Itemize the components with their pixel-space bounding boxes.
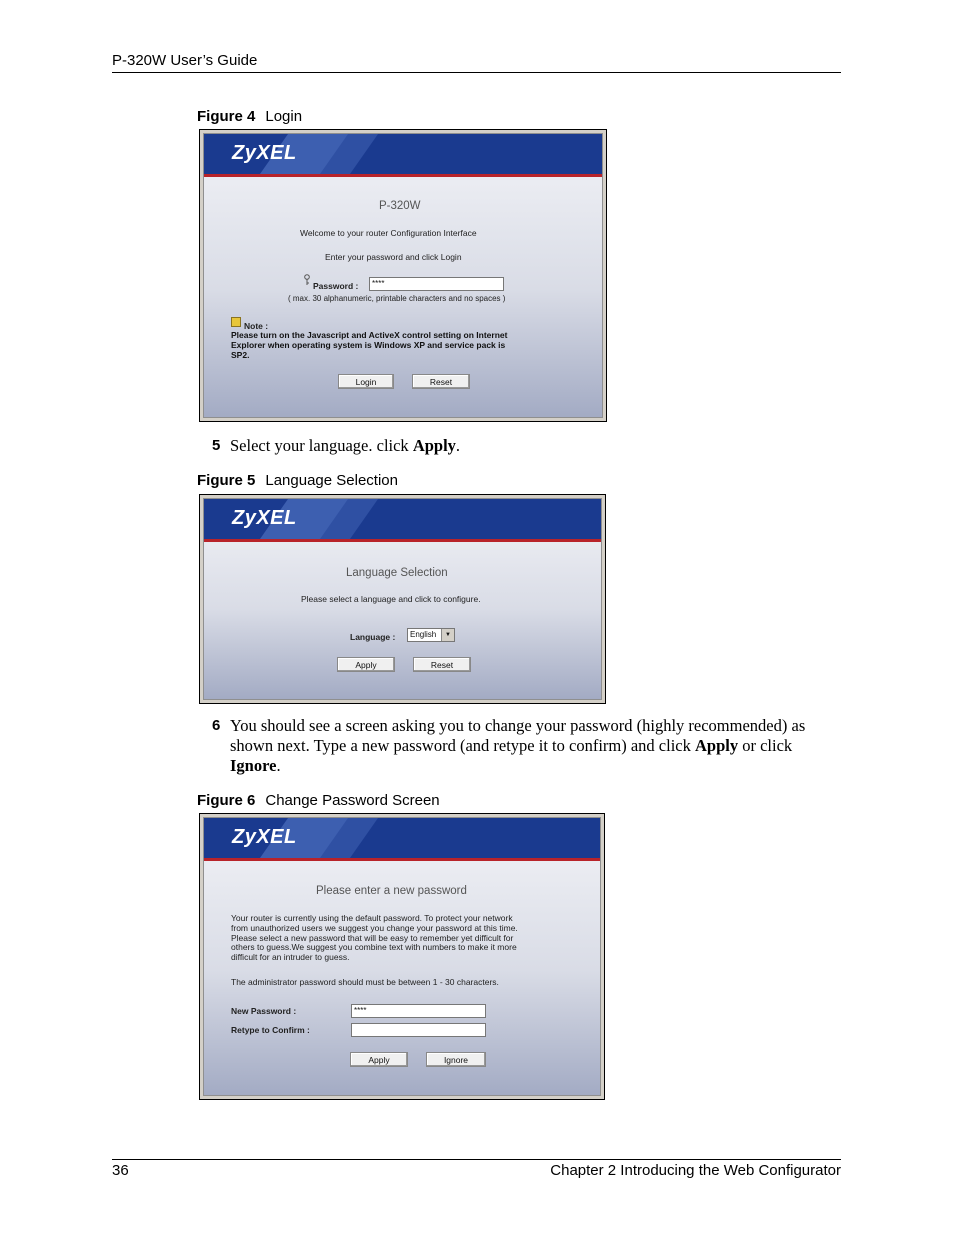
zyxel-logo: ZyXEL [232, 507, 297, 529]
zyxel-banner [204, 818, 600, 861]
step-text-end: . [276, 756, 281, 775]
password-label: Password : [313, 281, 359, 291]
new-password-input[interactable]: **** [351, 1004, 486, 1018]
model-name: P-320W [379, 200, 421, 212]
login-instruction: Enter your password and click Login [325, 252, 462, 262]
language-label: Language : [350, 632, 396, 642]
ignore-button[interactable]: Ignore [426, 1052, 486, 1067]
default-password-warning: Your router is currently using the default password. To protect your network from unauthorized users we suggest you change your password at this time. Please select a new password that will be easy to remember yet difficult for others to guess.We suggest you combine text with numbers to make it more difficult for an intruder to guess. [231, 913, 518, 963]
language-panel [203, 498, 602, 700]
password-hint: ( max. 30 alphanumeric, printable characters and no spaces ) [288, 294, 506, 303]
welcome-text: Welcome to your router Configuration Interface [300, 228, 477, 238]
step-5 [212, 436, 832, 456]
zyxel-banner [204, 499, 601, 542]
figure-label: Figure 4 [197, 108, 256, 125]
header-rule [112, 72, 841, 73]
running-header: P-320W User’s Guide [112, 52, 258, 69]
figure-label: Figure 6 [197, 792, 256, 809]
zyxel-banner [204, 134, 602, 177]
reset-button[interactable]: Reset [412, 374, 470, 389]
apply-button[interactable]: Apply [350, 1052, 408, 1067]
change-password-panel [203, 817, 601, 1096]
language-selected: English [410, 630, 437, 639]
step-number: 6 [212, 717, 221, 734]
login-button[interactable]: Login [338, 374, 394, 389]
note-title: Note : [244, 321, 269, 331]
zyxel-logo: ZyXEL [232, 142, 297, 164]
step-text: You should see a screen asking you to change your password (highly recommended) as shown next. Type a new password (and retype it to confirm) and click [230, 716, 806, 755]
password-length-rule: The administrator password should must be between 1 - 30 characters. [231, 977, 499, 987]
change-password-title: Please enter a new password [316, 885, 467, 897]
password-input[interactable]: **** [369, 277, 504, 291]
chevron-down-icon[interactable]: ▼ [441, 629, 454, 641]
language-instruction: Please select a language and click to configure. [301, 594, 481, 604]
figure-caption-text: Language Selection [265, 472, 398, 489]
footer-rule [112, 1159, 841, 1160]
note-text: Please turn on the Javascript and ActiveX control setting on Internet Explorer when operating system is Windows XP and service pack is SP2. [231, 330, 508, 360]
figure-5-caption [197, 472, 398, 489]
new-password-label: New Password : [231, 1006, 297, 1016]
reset-button[interactable]: Reset [413, 657, 471, 672]
figure-4-caption [197, 108, 302, 125]
step-text-mid: or click [738, 736, 793, 755]
apply-button[interactable]: Apply [337, 657, 395, 672]
login-panel [203, 133, 603, 418]
step-number: 5 [212, 437, 221, 454]
figure-caption-text: Login [265, 108, 303, 125]
login-screenshot [199, 129, 607, 422]
step-bold: Apply [412, 436, 456, 455]
language-select[interactable] [407, 628, 455, 642]
figure-caption-text: Change Password Screen [265, 792, 440, 809]
confirm-password-input[interactable] [351, 1023, 486, 1037]
confirm-password-label: Retype to Confirm : [231, 1025, 310, 1035]
step-bold-apply: Apply [695, 736, 739, 755]
step-text-end: . [455, 436, 461, 455]
step-bold-ignore: Ignore [230, 756, 277, 775]
change-password-screenshot [199, 813, 605, 1100]
chapter-title: Chapter 2 Introducing the Web Configurator [550, 1162, 841, 1179]
zyxel-logo: ZyXEL [232, 826, 297, 848]
language-title: Language Selection [346, 567, 448, 579]
key-icon [304, 274, 310, 286]
page-number: 36 [112, 1162, 129, 1179]
figure-label: Figure 5 [197, 472, 256, 489]
step-6 [212, 716, 832, 776]
step-text: Select your language. click [230, 436, 413, 455]
language-screenshot [199, 494, 606, 704]
figure-6-caption [197, 792, 440, 809]
note-icon [231, 317, 241, 327]
